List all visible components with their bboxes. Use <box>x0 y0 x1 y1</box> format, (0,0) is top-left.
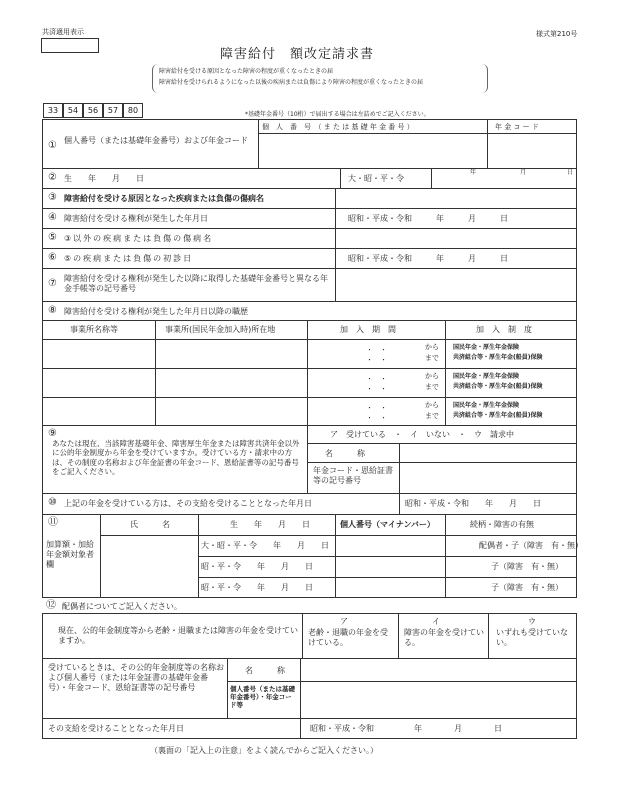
q9-code-field[interactable] <box>400 463 576 492</box>
q12-opt-c[interactable]: いずれも受けていない。 <box>496 628 568 647</box>
row-number-6: ⑥ <box>48 252 57 263</box>
code-cell: 54 <box>63 103 83 118</box>
q12-opt-a-mark: ア <box>340 617 348 626</box>
q9-name-field[interactable] <box>400 444 576 462</box>
q11-col-mynumber: 個人番号（マイナンバー） <box>340 520 435 529</box>
history-row[interactable]: ・ ・ ・ ・ から まで 国民年金・厚生年金保険 共済組合等・厚生年金(船員)保険 <box>366 372 543 393</box>
birth-era: 大・昭・平・令 <box>348 174 404 183</box>
row-number-12: ⑫ <box>46 600 56 611</box>
col-period: 加 入 期 間 <box>340 325 396 334</box>
entitlement-date-field[interactable]: 昭和・平成・令和 年 月 日 <box>348 214 508 223</box>
code-cell: 33 <box>43 103 63 118</box>
basic-number-note: *基礎年金番号（10桁）で届出する場合は左詰めでご記入ください。 <box>245 111 430 118</box>
q9-options[interactable]: ア 受けている ・ イ いない ・ ウ 請求中 <box>330 430 514 439</box>
dependent-row[interactable]: 昭・平・令 年 月 日 子（障害 有・無） <box>201 562 563 571</box>
q11-col-relation: 続柄・障害の有無 <box>470 520 534 529</box>
q12-title: 配偶者についてご記入ください。 <box>62 602 182 611</box>
pension-code-field[interactable] <box>488 134 576 167</box>
kyosai-label: 共済適用表示 <box>42 28 84 36</box>
q12-number-label: 個人番号（または基礎年金番号）・年金コード等 <box>230 685 295 710</box>
row-number-7: ⑦ <box>48 278 57 289</box>
q9-code-label: 年金コード・恩給証書等の記号番号 <box>313 466 393 485</box>
first-visit-label: ⑤の疾病または負傷の初診日 <box>64 254 194 263</box>
code-cell: 56 <box>83 103 103 118</box>
q12-name-field[interactable] <box>301 659 576 681</box>
row-number-4: ④ <box>48 212 57 223</box>
kojin-number-field[interactable] <box>259 134 486 167</box>
work-history-label: 障害給付を受ける権利が発生した年月日以降の職歴 <box>64 307 248 316</box>
q12-receiving-text: 受けているときは、その公的年金制度等の名称および個人番号（または年金証書の基礎年金番号）・年金コード、恩給証書等の記号番号 <box>48 663 224 692</box>
q12-number-field[interactable] <box>301 682 576 717</box>
cause-disease-label: 障害給付を受ける原因となった疾病または負傷の傷病名 <box>64 194 264 203</box>
form-number: 様式第210号 <box>536 30 578 38</box>
row-1-label: 個人番号（または基礎年金番号）および年金コード <box>64 136 248 145</box>
row-number-1: ① <box>48 140 57 151</box>
other-disease-field[interactable] <box>336 229 576 247</box>
q12-name-label: 名 称 <box>245 666 285 675</box>
dependent-row[interactable]: 大・昭・平・令 年 月 日 配偶者・子（障害 有・無） <box>201 541 583 550</box>
col-system: 加 入 制 度 <box>476 325 532 334</box>
other-notebook-label: 障害給付を受ける権利が発生した以降に取得した基礎年金番号と異なる年金手帳等の記号番号 <box>64 274 328 293</box>
birth-month-unit: 月 <box>520 169 527 176</box>
q12-opt-c-mark: ウ <box>528 617 536 626</box>
q9-name-label: 名 称 <box>325 449 365 458</box>
subtitle-2: 障害給付を受けられるようになった以後の疾病または負傷により障害の程度が重くなったときの届 <box>159 79 424 86</box>
subtitle-1: 障害給付を受ける原因となった障害の程度が重くなったときの届 <box>159 68 334 75</box>
q12-opt-a[interactable]: 老齢・退職の年金を受けている。 <box>308 628 388 647</box>
kojin-number-header: 個 人 番 号 （ ま た は 基 礎 年 金 番 号 ） <box>262 123 414 131</box>
first-visit-date-field[interactable]: 昭和・平成・令和 年 月 日 <box>348 254 508 263</box>
q12-date-field[interactable]: 昭和・平成・令和 年 月 日 <box>310 724 502 733</box>
dependent-row[interactable]: 昭・平・令 年 月 日 子（障害 有・無） <box>201 583 563 592</box>
history-row[interactable]: ・ ・ ・ ・ から まで 国民年金・厚生年金保険 共済組合等・厚生年金(船員)保険 <box>366 401 543 422</box>
birth-year-unit: 年 <box>470 169 477 176</box>
entitlement-date-label: 障害給付を受ける権利が発生した年月日 <box>64 214 208 223</box>
other-disease-label: ③以外の疾病または負傷の傷病名 <box>64 234 214 243</box>
birth-day-unit: 日 <box>567 169 574 176</box>
code-cell: 57 <box>103 103 123 118</box>
other-notebook-field[interactable] <box>336 269 576 300</box>
col-office: 事業所名称等 <box>70 325 118 334</box>
birthdate-field[interactable] <box>432 169 576 187</box>
birthdate-label: 生 年 月 日 <box>64 174 144 183</box>
row-number-10: ⑩ <box>48 497 57 508</box>
row-number-11: ⑪ <box>48 517 58 528</box>
pension-code-header: 年 金 コ ー ド <box>495 123 539 131</box>
q12-opt-b[interactable]: 障害の年金を受けている。 <box>404 628 484 647</box>
q12-date-label: その支給を受けることとなった年月日 <box>48 724 184 733</box>
q9-question: あなたは現在、当該障害基礎年金、障害厚生年金または障害共済年金以外に公的年金制度から年金を受けていますか。受けている方・請求中の方は、その制度の名称および年金証書の年金コード、恩給証書等の記号番号をご記入ください。 <box>52 439 300 477</box>
row-number-9: ⑨ <box>48 428 57 439</box>
cause-disease-field[interactable] <box>336 189 576 207</box>
code-cell: 80 <box>123 103 143 118</box>
footer-note: （裏面の「記入上の注意」をよく読んでからご記入ください。） <box>150 746 378 755</box>
q12-opt-b-mark: イ <box>432 617 440 626</box>
q11-side-label: 加算額・加給年金額対象者欄 <box>46 540 94 569</box>
kyosai-box[interactable] <box>41 38 99 53</box>
page-title: 障害給付 額改定請求書 <box>220 47 375 62</box>
q11-col-name: 氏 名 <box>130 520 170 529</box>
q12-question: 現在、公的年金制度等から老齢・退職または障害の年金を受けていますか。 <box>58 626 298 645</box>
col-address: 事業所(国民年金加入時)所在地 <box>165 325 276 334</box>
row-number-2: ② <box>48 172 57 183</box>
q10-label: 上記の年金を受けている方は、その支給を受けることとなった年月日 <box>64 499 312 508</box>
history-row[interactable]: ・ ・ ・ ・ から まで 国民年金・厚生年金保険 共済組合等・厚生年金(船員)保険 <box>366 343 543 364</box>
row-number-5: ⑤ <box>48 232 57 243</box>
q11-col-birth: 生 年 月 日 <box>230 520 310 529</box>
q10-date-field[interactable]: 昭和・平成・令和 年 月 日 <box>405 499 541 508</box>
row-number-8: ⑧ <box>48 305 57 316</box>
row-number-3: ③ <box>48 192 57 203</box>
